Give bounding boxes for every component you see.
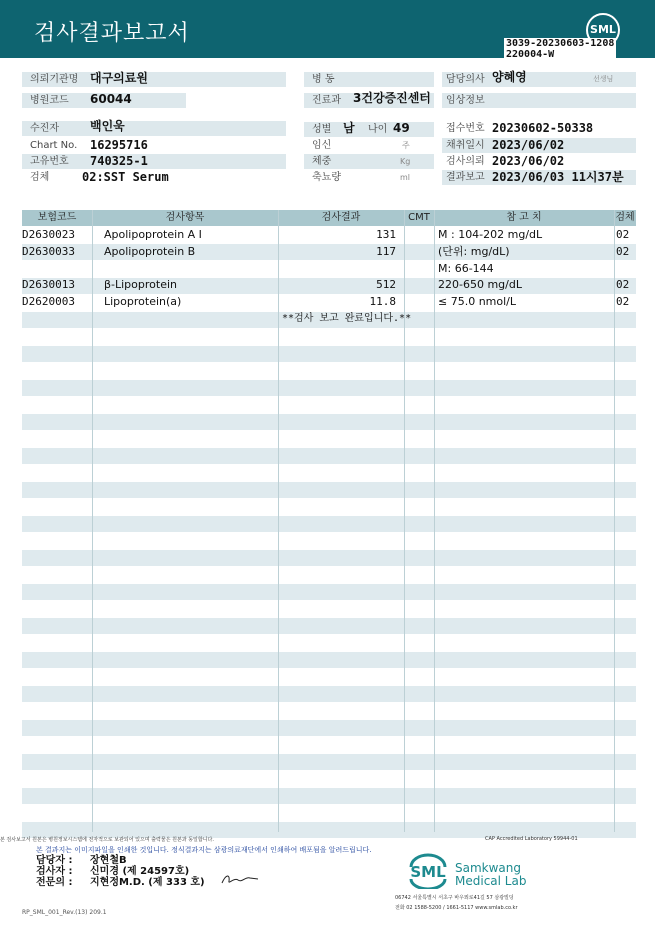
report-id-line2: 220004-W [506,49,555,60]
th-spec: 검체 [615,212,635,223]
table-stripe [22,652,636,668]
company-line2: Medical Lab [455,874,527,888]
row-ref: M: 66-144 [438,261,494,275]
hospital-code-value: 60044 [90,92,132,106]
staff-name-1: 장현철B [90,855,127,866]
th-ref: 참 고 치 [506,212,542,223]
row-result: 512 [376,278,396,292]
sex-label: 성별 [312,124,332,135]
chart-no-label: Chart No. [30,140,78,151]
table-stripe [22,584,636,600]
report-date-value: 2023/06/03 11시37분 [492,170,624,184]
collection-label: 채취일시 [446,140,485,151]
col-divider [404,210,405,832]
specimen-value: 02:SST Serum [82,170,169,184]
company-line1: Samkwang [455,861,521,875]
staff-name-3: 지현정M.D. (제 333 호) [90,877,205,888]
pregnancy-label: 임신 [312,140,332,151]
end-note: **검사 보고 완료입니다.** [282,313,412,324]
table-stripe [22,448,636,464]
footer-logo-text: SML [410,863,446,881]
row-result: 11.8 [369,295,396,309]
sml-logo-text: SML [590,23,616,36]
address-line2: 전화 02 1588-5200 / 1661-5117 www.smlab.co.kr [395,905,518,911]
specimen-label: 검체 [30,172,50,183]
report-id [504,38,616,60]
table-stripe [22,720,636,736]
table-stripe [22,346,636,362]
report-id-line1: 3039-20230603-1208 [506,38,615,49]
patient-value: 백인욱 [90,119,125,133]
patient-label: 수진자 [30,123,59,134]
table-stripe [22,550,636,566]
row-item: Apolipoprotein B [104,244,196,258]
weight-unit: Kg [400,157,411,166]
th-cmt: CMT [408,212,430,223]
row-ref: 220-650 mg/dL [438,278,522,292]
hospital-value: 대구의료원 [90,71,148,85]
row-code: D2620003 [22,295,75,309]
row-code: D2630033 [22,244,75,258]
report-title: 검사결과보고서 [34,21,190,46]
request-value: 2023/06/02 [492,154,565,168]
table-stripe [22,516,636,532]
receipt-no-label: 접수번호 [446,123,485,134]
doctor-value: 양혜영 [492,70,527,84]
patient-bar [22,121,286,136]
notice: 본 결과지는 이미지파일을 인쇄한 것입니다. 정식결과지는 삼광의료재단에서 인쇄하여 배포됨을 알려드립니다. [36,846,372,854]
clinical-info-label: 임상정보 [446,95,485,106]
table-stripe [22,686,636,702]
cap-note: CAP Accredited Laboratory 59944-01 [485,836,578,842]
row-ref: ≤ 75.0 nmol/L [438,295,517,309]
request-label: 검사의뢰 [446,156,485,167]
row-spec: 02 [616,278,630,292]
company-name [455,862,526,888]
doctor-suffix: 선생님 [593,75,614,83]
row-code: D2630023 [22,228,75,241]
row-spec: 02 [616,244,630,258]
table-stripe [22,414,636,430]
staff-role-1: 담당자 : [36,855,73,866]
col-divider [614,210,615,832]
age-label: 나이 [368,124,388,135]
urine-unit: ml [400,173,411,182]
id-no-label: 고유번호 [30,156,69,167]
row-code: D2630013 [22,278,75,292]
staff-role-2: 검사자 : [36,866,73,877]
row-ref: (단위: mg/dL) [438,244,510,258]
staff-name-2: 신미경 (제 24597호) [90,866,190,877]
row-ref: M : 104-202 mg/dL [438,228,543,241]
id-no-value: 740325-1 [90,154,148,168]
ward-label: 병 동 [312,74,335,85]
staff-role-3: 전문의 : [36,877,73,888]
row-spec: 02 [616,228,630,241]
row-item: Apolipoprotein A I [104,228,202,241]
hospital-label: 의뢰기관명 [30,74,79,85]
th-item: 검사항목 [165,212,205,223]
address-line1: 06742 서울특별시 서초구 바우뫼로41길 57 삼광빌딩 [395,895,514,901]
fine-print: 본 검사보고서 원본은 병원정보시스템에 전자적으로 보관되어 있으며 출력물은 원본과 동일합니다. [0,837,214,843]
col-divider [434,210,435,832]
signature-icon [220,872,260,886]
th-result: 검사결과 [321,212,361,223]
table-stripe [22,380,636,396]
report-date-label: 결과보고 [446,172,485,183]
chart-no-value: 16295716 [90,138,148,152]
department-value: 3건강증진센터 [353,91,431,105]
row-item: Lipoprotein(a) [104,295,182,309]
collection-value: 2023/06/02 [492,138,565,152]
age-value: 49 [393,121,410,135]
department-label: 진료과 [312,95,341,106]
col-divider [278,210,279,832]
doctor-label: 담당의사 [446,74,485,85]
weight-label: 체중 [312,156,332,167]
table-stripe [22,618,636,634]
row-result: 117 [376,244,396,258]
row-result: 131 [376,228,396,241]
receipt-no-value: 20230602-50338 [492,121,594,135]
form-code: RP_SML_001_Rev.(13) 209.1 [22,909,107,916]
sex-value: 남 [343,121,355,135]
row-item: β-Lipoprotein [104,278,177,292]
urine-label: 축뇨량 [312,172,341,183]
th-code: 보험코드 [37,212,77,223]
col-divider [92,210,93,832]
table-stripe [22,482,636,498]
table-stripe [22,754,636,770]
row-spec: 02 [616,295,630,309]
table-stripe [22,788,636,804]
pregnancy-unit: 주 [402,141,410,150]
hospital-code-label: 병원코드 [30,95,69,106]
